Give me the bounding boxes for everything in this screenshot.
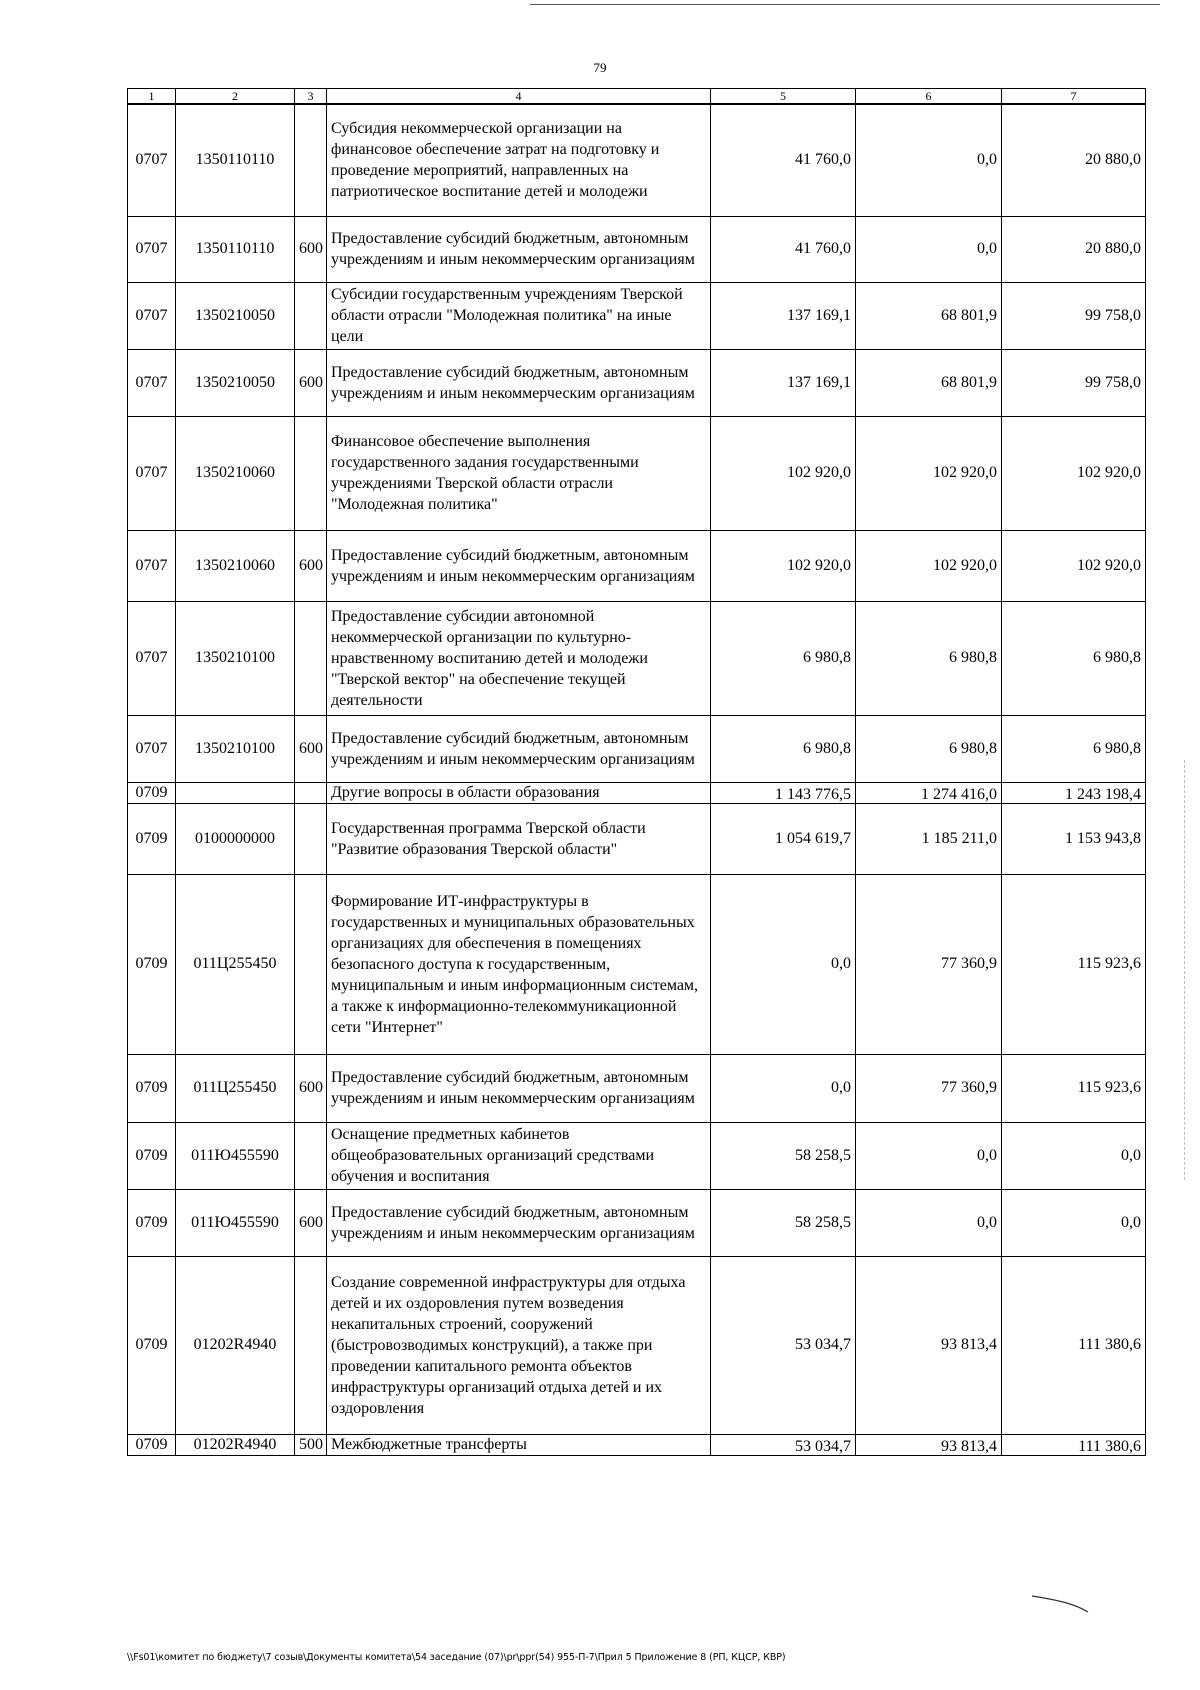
section-code: 0709	[128, 1434, 176, 1455]
amount-col5: 137 169,1	[711, 282, 856, 349]
amount-col7: 99 758,0	[1002, 349, 1146, 416]
expense-type-code	[295, 1256, 327, 1434]
section-code: 0707	[128, 530, 176, 601]
section-code: 0707	[128, 416, 176, 530]
column-header: 4	[327, 89, 711, 105]
table-row	[128, 601, 1146, 715]
amount-col6: 1 274 416,0	[856, 782, 1002, 803]
amount-col6: 0,0	[856, 1122, 1002, 1189]
amount-col5: 53 034,7	[711, 1434, 856, 1455]
target-article-code: 011Ц255450	[176, 874, 295, 1054]
target-article-code: 011Ю455590	[176, 1122, 295, 1189]
amount-col5: 6 980,8	[711, 715, 856, 782]
column-header: 7	[1002, 89, 1146, 105]
target-article-code: 1350210050	[176, 282, 295, 349]
target-article-code: 0100000000	[176, 803, 295, 874]
footer-file-path: \\Fs01\комитет по бюджету\7 созыв\Документы комитета\54 заседание (07)\pr\ppr(54) 955-П-7\Прил 5 Приложение 8 (РП, КЦСР, КВР)	[127, 1652, 786, 1663]
amount-col7: 111 380,6	[1002, 1434, 1146, 1455]
column-header: 5	[711, 89, 856, 105]
section-code: 0707	[128, 104, 176, 216]
item-name: Межбюджетные трансферты	[327, 1434, 711, 1455]
amount-col7: 6 980,8	[1002, 715, 1146, 782]
section-code: 0707	[128, 216, 176, 282]
amount-col5: 41 760,0	[711, 216, 856, 282]
item-name: Предоставление субсидий бюджетным, автономным учреждениям и иным некоммерческим организациям	[327, 715, 711, 782]
table-row	[128, 104, 1146, 216]
column-header: 2	[176, 89, 295, 105]
section-code: 0709	[128, 1054, 176, 1122]
expense-type-code	[295, 874, 327, 1054]
expense-type-code: 600	[295, 530, 327, 601]
table-row	[128, 1122, 1146, 1189]
page-number: 79	[593, 60, 607, 75]
expense-type-code	[295, 1122, 327, 1189]
item-name: Государственная программа Тверской области "Развитие образования Тверской области"	[327, 803, 711, 874]
amount-col7: 6 980,8	[1002, 601, 1146, 715]
section-code: 0709	[128, 803, 176, 874]
amount-col5: 41 760,0	[711, 104, 856, 216]
item-name: Субсидии государственным учреждениям Тверской области отрасли "Молодежная политика" на иные цели	[327, 282, 711, 349]
item-name: Субсидия некоммерческой организации на финансовое обеспечение затрат на подготовку и проведение мероприятий, направленных на патриотическое воспитание детей и молодежи	[327, 104, 711, 216]
scan-edge-marks	[1184, 760, 1185, 1180]
section-code: 0707	[128, 601, 176, 715]
target-article-code: 1350210100	[176, 715, 295, 782]
table-header-row	[128, 89, 1146, 105]
section-code: 0709	[128, 1256, 176, 1434]
section-code: 0709	[128, 782, 176, 803]
amount-col7: 102 920,0	[1002, 530, 1146, 601]
amount-col6: 0,0	[856, 104, 1002, 216]
section-code: 0709	[128, 1122, 176, 1189]
column-header: 1	[128, 89, 176, 105]
amount-col5: 6 980,8	[711, 601, 856, 715]
table-row	[128, 349, 1146, 416]
amount-col5: 102 920,0	[711, 416, 856, 530]
column-header: 6	[856, 89, 1002, 105]
item-name: Предоставление субсидий бюджетным, автономным учреждениям и иным некоммерческим организациям	[327, 349, 711, 416]
amount-col5: 1 054 619,7	[711, 803, 856, 874]
target-article-code: 1350210100	[176, 601, 295, 715]
section-code: 0707	[128, 282, 176, 349]
expense-type-code: 600	[295, 715, 327, 782]
item-name: Предоставление субсидий бюджетным, автономным учреждениям и иным некоммерческим организациям	[327, 1189, 711, 1256]
column-header: 3	[295, 89, 327, 105]
amount-col6: 1 185 211,0	[856, 803, 1002, 874]
item-name: Предоставление субсидии автономной некоммерческой организации по культурно-нравственному воспитанию детей и молодежи "Тверской вектор" на обеспечение текущей деятельности	[327, 601, 711, 715]
target-article-code: 1350110110	[176, 216, 295, 282]
item-name: Предоставление субсидий бюджетным, автономным учреждениям и иным некоммерческим организациям	[327, 1054, 711, 1122]
table-row	[128, 1434, 1146, 1455]
target-article-code: 1350210060	[176, 530, 295, 601]
section-code: 0707	[128, 349, 176, 416]
amount-col7: 102 920,0	[1002, 416, 1146, 530]
amount-col6: 77 360,9	[856, 1054, 1002, 1122]
table-row	[128, 282, 1146, 349]
table-row	[128, 803, 1146, 874]
amount-col6: 77 360,9	[856, 874, 1002, 1054]
expense-type-code: 600	[295, 1054, 327, 1122]
amount-col6: 6 980,8	[856, 601, 1002, 715]
amount-col7: 111 380,6	[1002, 1256, 1146, 1434]
table-row	[128, 1189, 1146, 1256]
amount-col7: 115 923,6	[1002, 1054, 1146, 1122]
table-row	[128, 782, 1146, 803]
amount-col6: 0,0	[856, 216, 1002, 282]
expense-type-code: 600	[295, 216, 327, 282]
target-article-code: 01202R4940	[176, 1256, 295, 1434]
section-code: 0709	[128, 874, 176, 1054]
expense-type-code: 600	[295, 1189, 327, 1256]
table-row	[128, 530, 1146, 601]
amount-col5: 137 169,1	[711, 349, 856, 416]
table-row	[128, 216, 1146, 282]
handwritten-scribble	[1030, 1592, 1090, 1614]
expense-type-code	[295, 416, 327, 530]
amount-col6: 68 801,9	[856, 282, 1002, 349]
amount-col6: 93 813,4	[856, 1256, 1002, 1434]
amount-col5: 53 034,7	[711, 1256, 856, 1434]
top-scan-rule	[530, 4, 1160, 5]
target-article-code	[176, 782, 295, 803]
target-article-code: 01202R4940	[176, 1434, 295, 1455]
budget-table	[127, 88, 1146, 1456]
item-name: Оснащение предметных кабинетов общеобразовательных организаций средствами обучения и воспитания	[327, 1122, 711, 1189]
expense-type-code	[295, 104, 327, 216]
table-row	[128, 874, 1146, 1054]
expense-type-code: 500	[295, 1434, 327, 1455]
amount-col6: 93 813,4	[856, 1434, 1002, 1455]
amount-col6: 102 920,0	[856, 530, 1002, 601]
target-article-code: 1350110110	[176, 104, 295, 216]
target-article-code: 1350210050	[176, 349, 295, 416]
item-name: Другие вопросы в области образования	[327, 782, 711, 803]
section-code: 0707	[128, 715, 176, 782]
item-name: Создание современной инфраструктуры для отдыха детей и их оздоровления путем возведения некапитальных строений, сооружений (быстровозводимых конструкций), а также при проведении капитального ремонта объектов инфраструктуры организаций отдыха детей и их оздоровления	[327, 1256, 711, 1434]
amount-col7: 1 243 198,4	[1002, 782, 1146, 803]
amount-col7: 99 758,0	[1002, 282, 1146, 349]
expense-type-code	[295, 782, 327, 803]
amount-col5: 1 143 776,5	[711, 782, 856, 803]
item-name: Формирование ИТ-инфраструктуры в государственных и муниципальных образовательных организациях для обеспечения в помещениях безопасного доступа к государственным, муниципальным и иным информационным системам, а также к информационно-телекоммуникационной сети "Интернет"	[327, 874, 711, 1054]
amount-col5: 0,0	[711, 874, 856, 1054]
expense-type-code	[295, 803, 327, 874]
amount-col5: 58 258,5	[711, 1189, 856, 1256]
amount-col6: 6 980,8	[856, 715, 1002, 782]
amount-col7: 0,0	[1002, 1122, 1146, 1189]
amount-col5: 58 258,5	[711, 1122, 856, 1189]
amount-col6: 102 920,0	[856, 416, 1002, 530]
amount-col7: 20 880,0	[1002, 216, 1146, 282]
amount-col5: 0,0	[711, 1054, 856, 1122]
amount-col7: 1 153 943,8	[1002, 803, 1146, 874]
expense-type-code: 600	[295, 349, 327, 416]
table-row	[128, 1054, 1146, 1122]
amount-col5: 102 920,0	[711, 530, 856, 601]
table-row	[128, 416, 1146, 530]
expense-type-code	[295, 601, 327, 715]
amount-col7: 0,0	[1002, 1189, 1146, 1256]
target-article-code: 011Ю455590	[176, 1189, 295, 1256]
amount-col7: 20 880,0	[1002, 104, 1146, 216]
item-name: Предоставление субсидий бюджетным, автономным учреждениям и иным некоммерческим организациям	[327, 216, 711, 282]
item-name: Финансовое обеспечение выполнения государственного задания государственными учреждениями Тверской области отрасли "Молодежная политика"	[327, 416, 711, 530]
target-article-code: 1350210060	[176, 416, 295, 530]
section-code: 0709	[128, 1189, 176, 1256]
target-article-code: 011Ц255450	[176, 1054, 295, 1122]
amount-col6: 0,0	[856, 1189, 1002, 1256]
amount-col6: 68 801,9	[856, 349, 1002, 416]
amount-col7: 115 923,6	[1002, 874, 1146, 1054]
item-name: Предоставление субсидий бюджетным, автономным учреждениям и иным некоммерческим организациям	[327, 530, 711, 601]
expense-type-code	[295, 282, 327, 349]
table-row	[128, 715, 1146, 782]
table-row	[128, 1256, 1146, 1434]
